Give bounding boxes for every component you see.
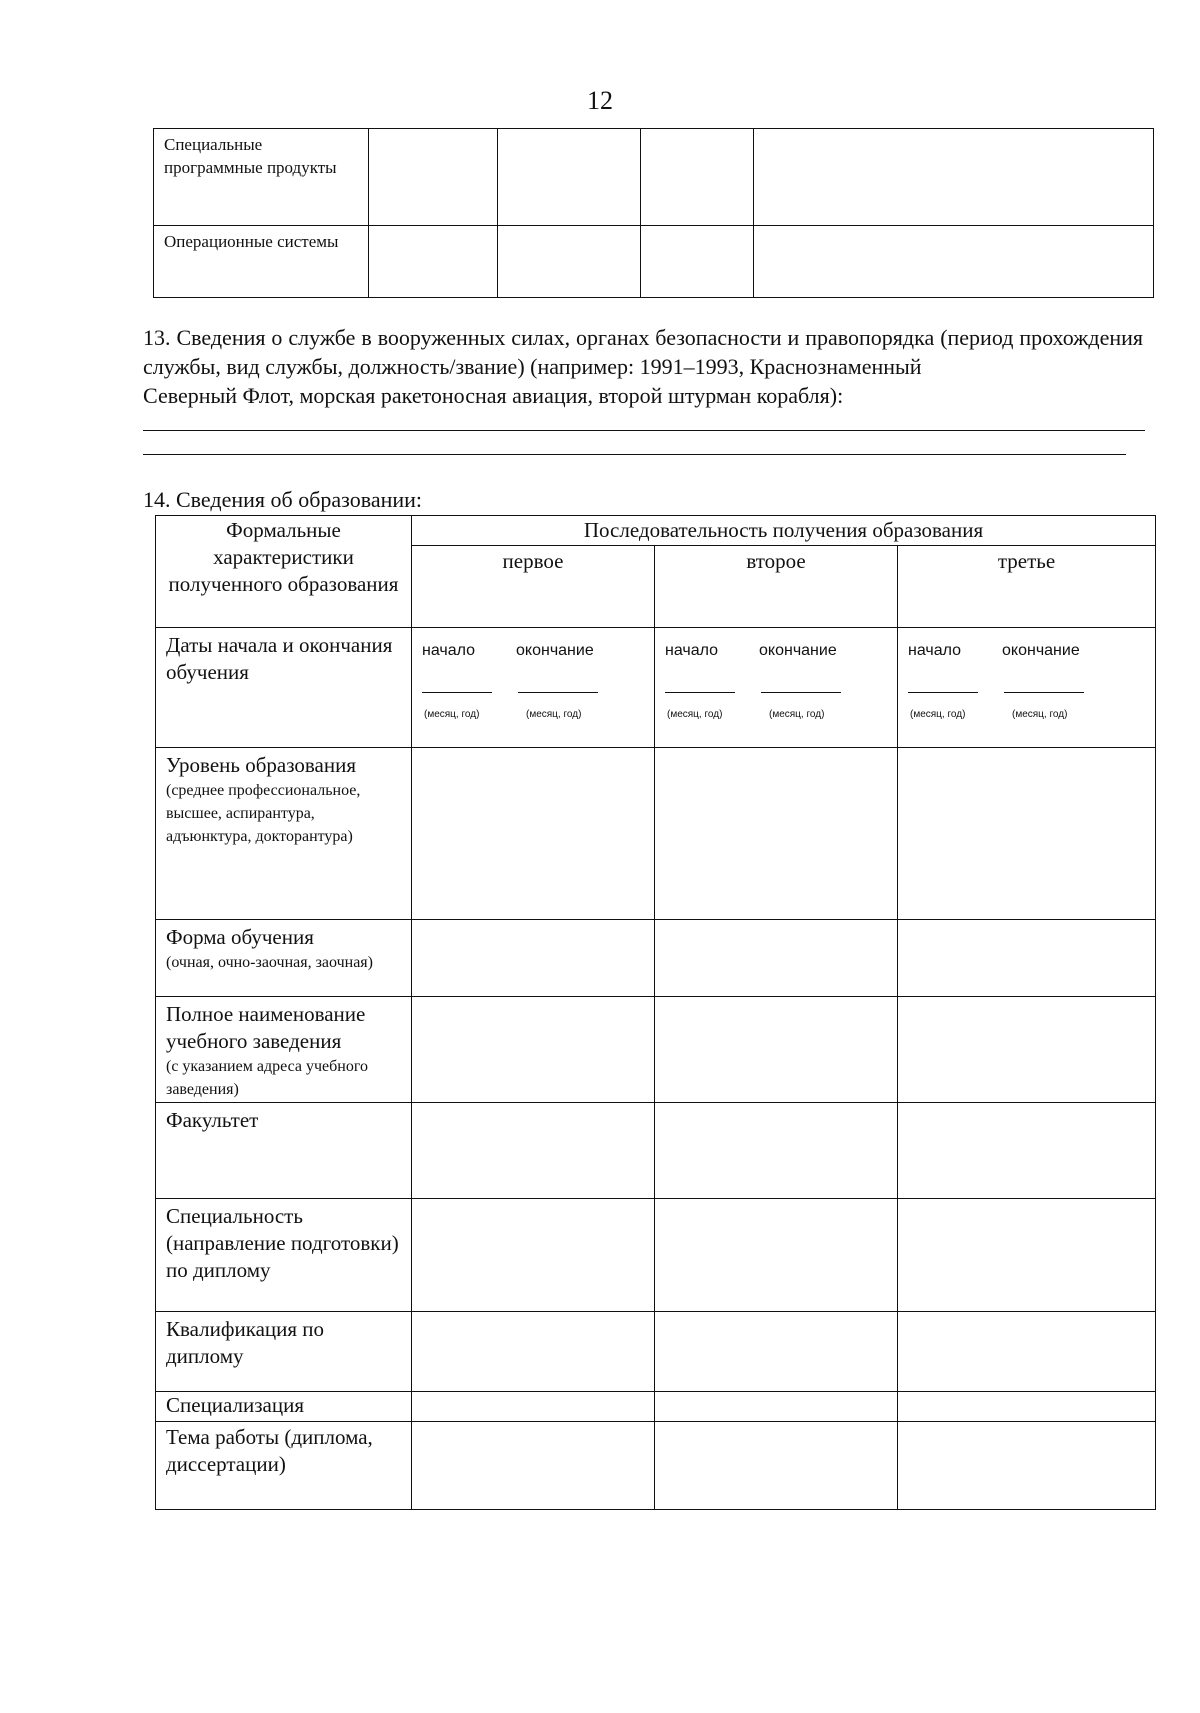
- date-end-field[interactable]: [1004, 692, 1084, 693]
- table-row: [156, 1199, 1156, 1312]
- row-label: Даты начала и окончания обучения: [156, 628, 412, 748]
- column-third: третье: [898, 546, 1156, 628]
- table-cell[interactable]: [898, 997, 1156, 1103]
- header-sequence: Последовательность получения образования: [412, 516, 1156, 546]
- table-row: [156, 1392, 1156, 1422]
- date-end-field[interactable]: [518, 692, 598, 693]
- table-cell[interactable]: [655, 1103, 898, 1199]
- date-end-label: окончание: [759, 642, 837, 659]
- table-cell[interactable]: [655, 748, 898, 920]
- row-label-cell: [156, 1199, 412, 1312]
- date-start-field[interactable]: [422, 692, 492, 693]
- row-label: Специальные программные продукты: [154, 129, 369, 226]
- table-cell[interactable]: [898, 1199, 1156, 1312]
- table-cell[interactable]: [412, 1392, 655, 1422]
- table-cell[interactable]: [412, 920, 655, 997]
- table-cell[interactable]: [754, 129, 1154, 226]
- date-start-label: начало: [422, 642, 476, 659]
- table-header-row: [156, 516, 1156, 546]
- table-cell[interactable]: [412, 748, 655, 920]
- row-label: Квалификация по диплому: [166, 1317, 325, 1368]
- table-cell[interactable]: [898, 748, 1156, 920]
- table-row: [156, 997, 1156, 1103]
- table-cell[interactable]: [898, 1392, 1156, 1422]
- table-cell[interactable]: [898, 1422, 1156, 1510]
- table-cell[interactable]: [369, 129, 498, 226]
- table-cell[interactable]: [655, 1312, 898, 1392]
- date-start-field[interactable]: [665, 692, 735, 693]
- table-cell[interactable]: [498, 226, 641, 298]
- table-row: [156, 920, 1156, 997]
- answer-line[interactable]: [143, 454, 1126, 455]
- row-note: (среднее профессиональное, высшее, аспирантура, адъюнктура, докторантура): [166, 782, 361, 845]
- answer-line[interactable]: [143, 430, 1145, 431]
- row-label-cell: [156, 1312, 412, 1392]
- header-characteristics: Формальные характеристики полученного образования: [156, 516, 412, 628]
- military-service-text-end: Северный Флот, морская ракетоносная авиация, второй штурман корабля):: [143, 383, 844, 408]
- table-cell[interactable]: [641, 129, 754, 226]
- row-label: Полное наименование учебного заведения: [166, 1002, 366, 1053]
- dates-cell: [655, 628, 898, 748]
- table-cell[interactable]: [898, 920, 1156, 997]
- dates-cell: [898, 628, 1156, 748]
- table-cell[interactable]: [412, 997, 655, 1103]
- row-label-cell: [156, 1422, 412, 1510]
- education-table: [155, 515, 1156, 1510]
- table-cell[interactable]: [412, 1199, 655, 1312]
- page-number: 12: [587, 86, 613, 115]
- row-label-cell: [156, 997, 412, 1103]
- table-cell[interactable]: [898, 1312, 1156, 1392]
- table-row: [156, 1103, 1156, 1199]
- education-title: 14. Сведения об образовании:: [143, 487, 423, 512]
- date-hint: (месяц, год): [526, 709, 582, 720]
- table-row: [156, 1422, 1156, 1510]
- table-cell[interactable]: [754, 226, 1154, 298]
- table-cell[interactable]: [655, 920, 898, 997]
- row-label: Факультет: [166, 1108, 259, 1132]
- column-first: первое: [412, 546, 655, 628]
- table-cell[interactable]: [412, 1312, 655, 1392]
- row-note: (очная, очно-заочная, заочная): [166, 954, 373, 971]
- table-row: [154, 226, 1154, 298]
- table-cell[interactable]: [641, 226, 754, 298]
- table-cell[interactable]: [655, 1199, 898, 1312]
- table-cell[interactable]: [655, 1422, 898, 1510]
- row-note: (с указанием адреса учебного заведения): [166, 1058, 368, 1098]
- row-label-cell: [156, 1103, 412, 1199]
- row-label-cell: [156, 1392, 412, 1422]
- date-start-label: начало: [908, 642, 962, 659]
- row-label: Специальность (направление подготовки) по диплому: [166, 1204, 399, 1282]
- dates-cell: [412, 628, 655, 748]
- table-cell[interactable]: [655, 997, 898, 1103]
- date-start-label: начало: [665, 642, 719, 659]
- date-hint: (месяц, год): [769, 709, 825, 720]
- table-cell[interactable]: [369, 226, 498, 298]
- table-cell[interactable]: [498, 129, 641, 226]
- row-label: Операционные системы: [154, 226, 369, 298]
- table-row: [156, 748, 1156, 920]
- row-label: Тема работы (диплома, диссертации): [166, 1425, 373, 1476]
- table-cell[interactable]: [898, 1103, 1156, 1199]
- date-hint: (месяц, год): [667, 709, 723, 720]
- table-cell[interactable]: [655, 1392, 898, 1422]
- date-hint: (месяц, год): [424, 709, 480, 720]
- row-label: Специализация: [166, 1393, 305, 1417]
- row-label: Форма обучения: [166, 925, 314, 949]
- row-label: Уровень образования: [166, 753, 356, 777]
- table-row: [156, 1312, 1156, 1392]
- date-end-field[interactable]: [761, 692, 841, 693]
- military-service-text: 13. Сведения о службе в вооруженных силах, органах безопасности и правопорядка (период прохождения службы, вид службы, должность/звание) (например: 1991–1993, Краснознаменный: [143, 325, 1143, 379]
- column-second: второе: [655, 546, 898, 628]
- row-label-cell: [156, 920, 412, 997]
- date-end-label: окончание: [516, 642, 594, 659]
- date-hint: (месяц, год): [910, 709, 966, 720]
- military-service-section: [143, 323, 1143, 410]
- row-label-cell: [156, 748, 412, 920]
- table-cell[interactable]: [412, 1422, 655, 1510]
- table-row-dates: [156, 628, 1156, 748]
- date-hint: (месяц, год): [1012, 709, 1068, 720]
- date-start-field[interactable]: [908, 692, 978, 693]
- table-cell[interactable]: [412, 1103, 655, 1199]
- date-end-label: окончание: [1002, 642, 1080, 659]
- table-row: [154, 129, 1154, 226]
- skills-table: [153, 128, 1154, 298]
